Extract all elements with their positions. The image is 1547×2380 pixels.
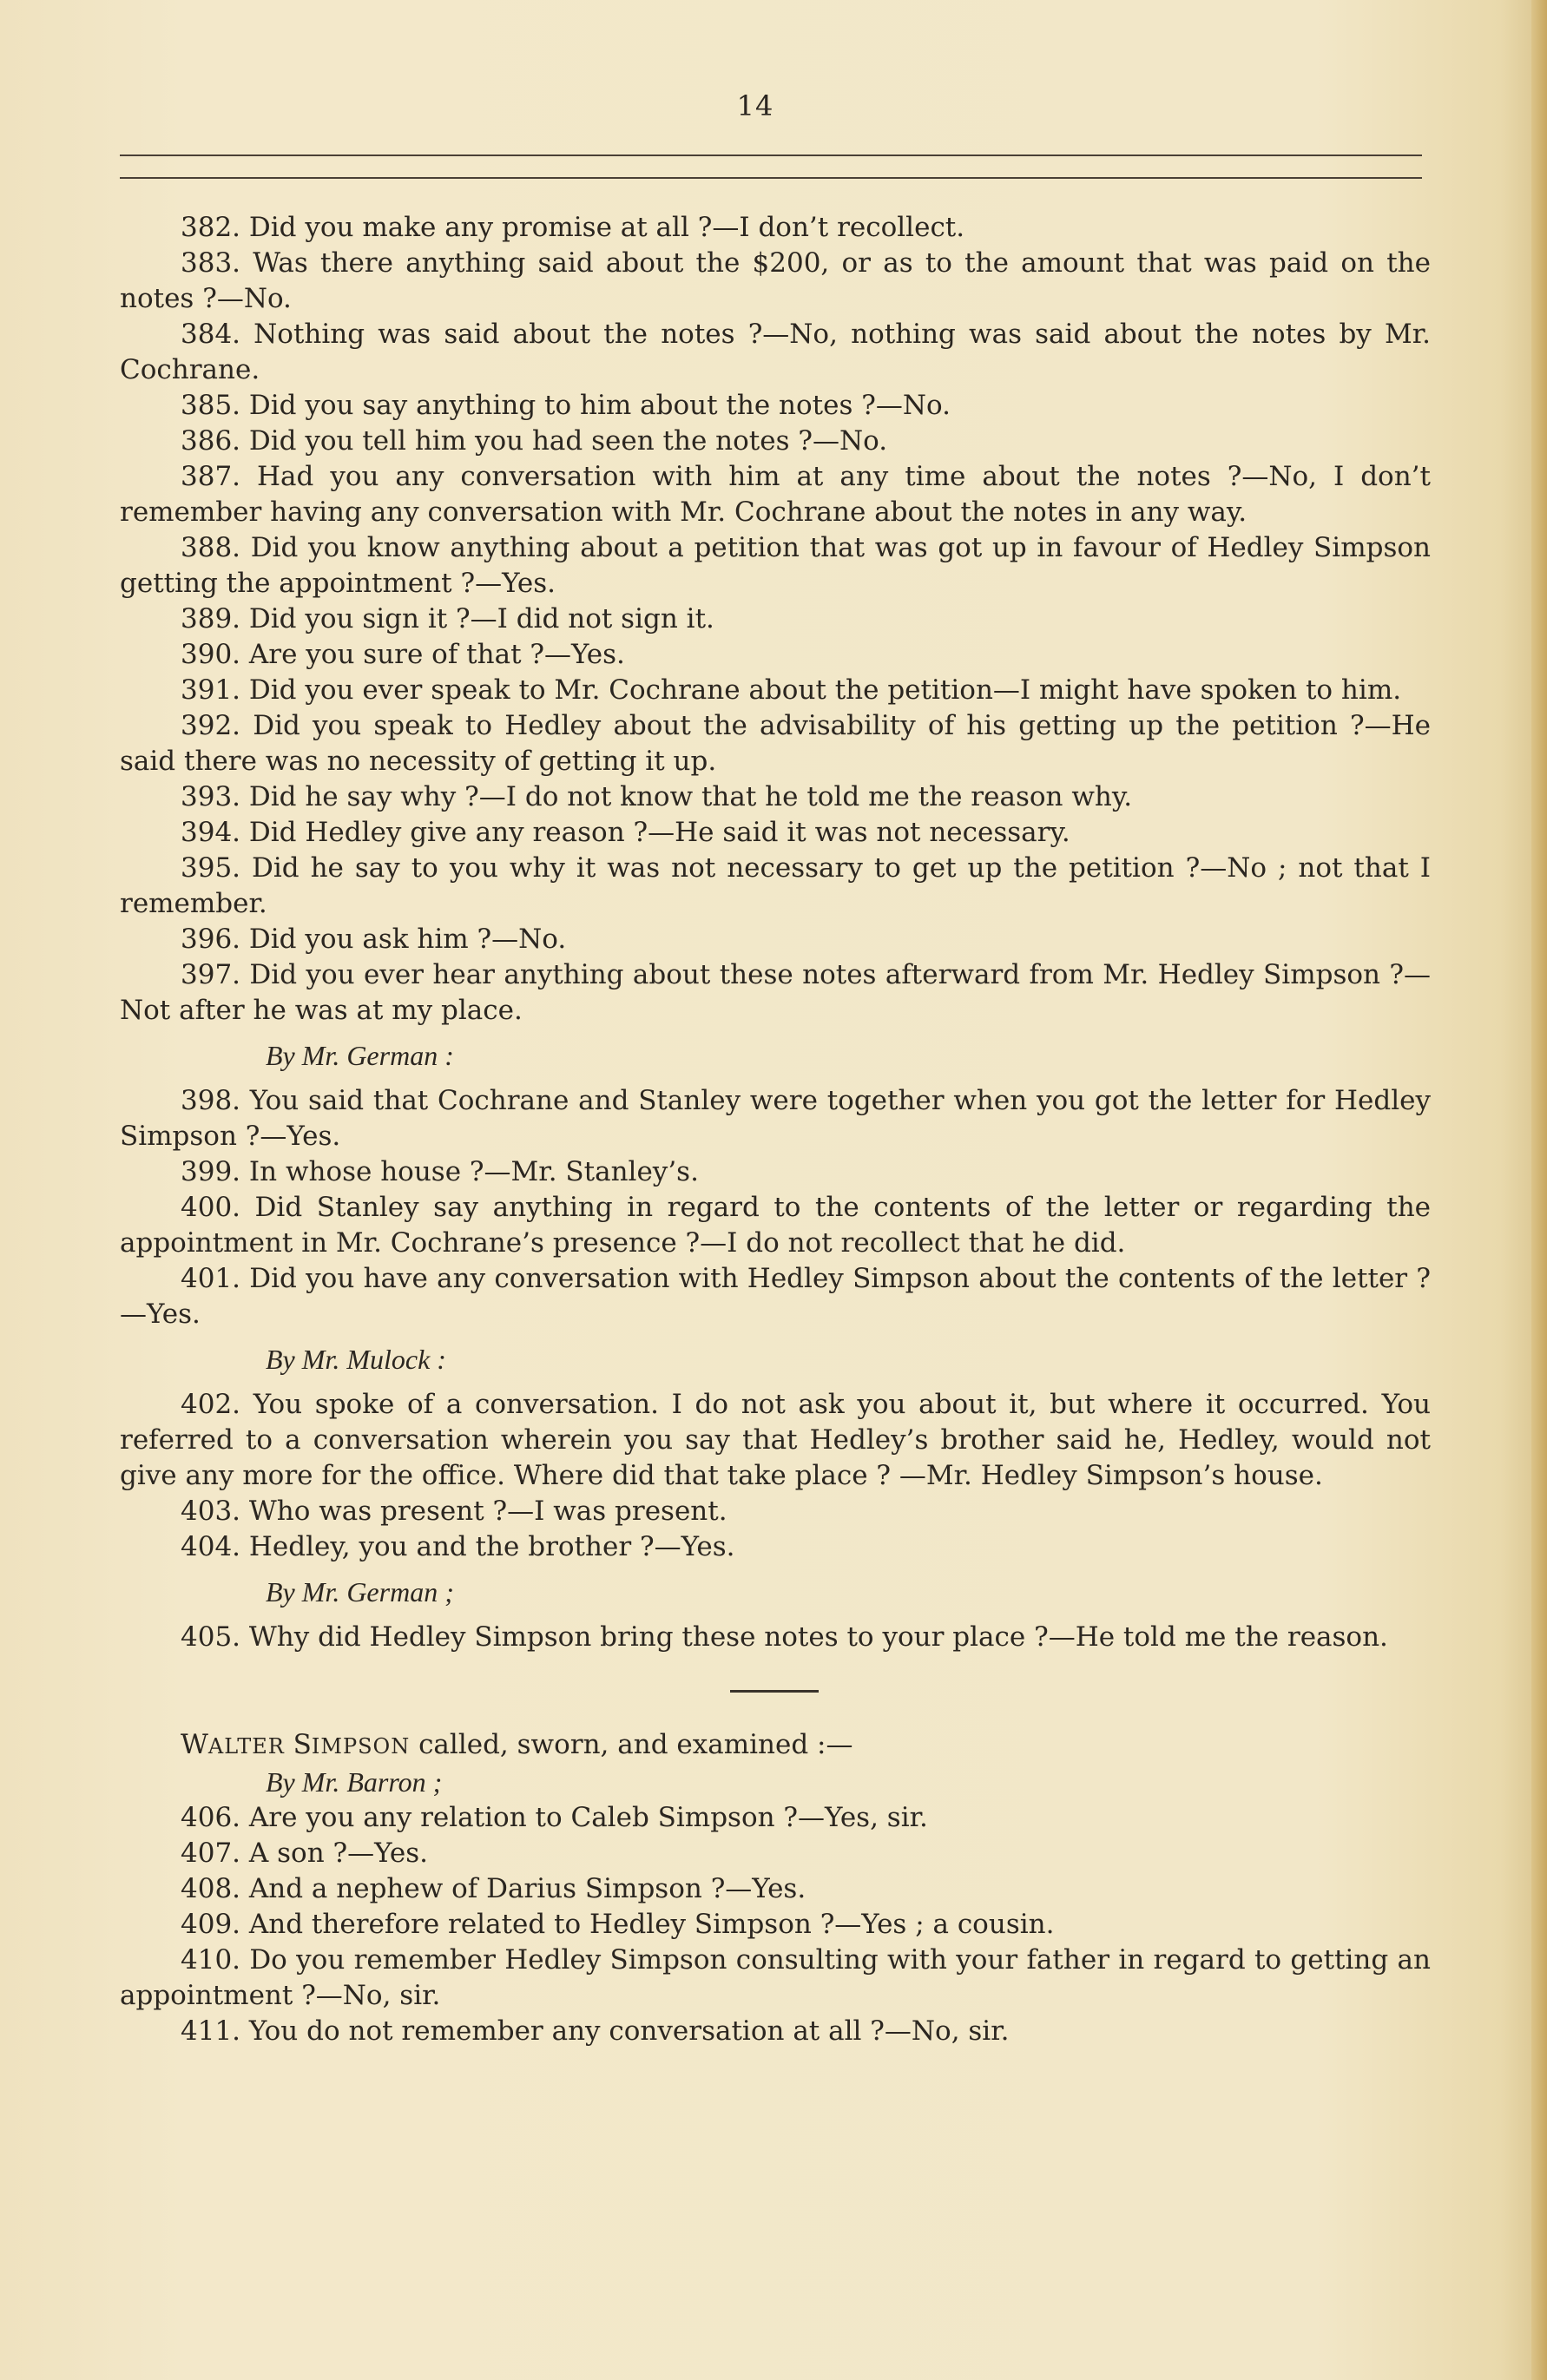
examiner-heading-barron: By Mr. Barron ;	[266, 1766, 443, 1798]
question-388: 388. Did you know anything about a petition that was got up in favour of Hedley Simpson getting the appointment ?—Yes.	[120, 532, 1431, 599]
question-389: 389. Did you sign it ?—I did not sign it.	[181, 603, 714, 634]
question-386: 386. Did you tell him you had seen the notes ?—No.	[181, 425, 888, 457]
witness-called-text: called, sworn, and examined :—	[410, 1729, 853, 1760]
question-382: 382. Did you make any promise at all ?—I don’t recollect.	[181, 212, 965, 243]
testimony-text	[120, 210, 1431, 2049]
witness-name: WALTER SIMPSON	[181, 1729, 411, 1760]
question-404: 404. Hedley, you and the brother ?—Yes.	[181, 1531, 735, 1562]
question-403: 403. Who was present ?—I was present.	[181, 1496, 727, 1527]
question-383: 383. Was there anything said about the $200, or as to the amount that was paid on the notes ?—No.	[120, 247, 1431, 314]
question-390: 390. Are you sure of that ?—Yes.	[181, 639, 625, 670]
question-410: 410. Do you remember Hedley Simpson consulting with your father in regard to getting an appointment ?—No, sir.	[120, 1944, 1431, 2011]
question-398: 398. You said that Cochrane and Stanley were together when you got the letter for Hedley Simpson ?—Yes.	[120, 1085, 1431, 1152]
question-396: 396. Did you ask him ?—No.	[181, 924, 567, 955]
question-411: 411. You do not remember any conversation at all ?—No, sir.	[181, 2015, 1010, 2047]
question-395: 395. Did he say to you why it was not necessary to get up the petition ?—No ; not that I remember.	[120, 852, 1431, 919]
section-separator	[730, 1690, 819, 1693]
examiner-heading-mulock: By Mr. Mulock :	[266, 1344, 446, 1375]
header-rule	[120, 155, 1422, 156]
question-393: 393. Did he say why ?—I do not know that he told me the reason why.	[181, 781, 1133, 812]
question-408: 408. And a nephew of Darius Simpson ?—Yes.	[181, 1873, 806, 1904]
question-391: 391. Did you ever speak to Mr. Cochrane about the petition—I might have spoken to him.	[181, 674, 1402, 706]
witness-intro	[120, 1727, 1431, 1765]
examiner-heading-german-1: By Mr. German :	[266, 1040, 454, 1071]
question-405: 405. Why did Hedley Simpson bring these notes to your place ?—He told me the reason.	[181, 1621, 1388, 1653]
page-edge	[1531, 0, 1547, 2380]
question-406: 406. Are you any relation to Caleb Simpson ?—Yes, sir.	[181, 1802, 928, 1833]
question-399: 399. In whose house ?—Mr. Stanley’s.	[181, 1156, 699, 1187]
question-401: 401. Did you have any conversation with Hedley Simpson about the contents of the letter ?—Yes.	[120, 1263, 1431, 1330]
question-402: 402. You spoke of a conversation. I do not ask you about it, but where it occurred. You referred to a conversation wherein you say that Hedley’s brother said he, Hedley, would not give any more for the office. Where did that take place ? —Mr. Hedley Simpson’s house.	[120, 1389, 1431, 1491]
question-387: 387. Had you any conversation with him at any time about the notes ?—No, I don’t remember having any conversation with Mr. Cochrane about the notes in any way.	[120, 461, 1431, 528]
header-rule-lower	[120, 177, 1422, 179]
question-392: 392. Did you speak to Hedley about the advisability of his getting up the petition ?—He said there was no necessity of getting it up.	[120, 710, 1431, 777]
question-385: 385. Did you say anything to him about the notes ?—No.	[181, 390, 951, 421]
question-400: 400. Did Stanley say anything in regard to the contents of the letter or regarding the appointment in Mr. Cochrane’s presence ?—I do not recollect that he did.	[120, 1192, 1431, 1259]
examiner-heading-german-2: By Mr. German ;	[266, 1576, 454, 1607]
question-394: 394. Did Hedley give any reason ?—He said it was not necessary.	[181, 817, 1070, 848]
question-407: 407. A son ?—Yes.	[181, 1838, 429, 1869]
question-384: 384. Nothing was said about the notes ?—No, nothing was said about the notes by Mr. Cochrane.	[120, 319, 1431, 385]
page-number: 14	[736, 89, 774, 122]
question-397: 397. Did you ever hear anything about these notes afterward from Mr. Hedley Simpson ?—Not after he was at my place.	[120, 959, 1431, 1026]
question-409: 409. And therefore related to Hedley Simpson ?—Yes ; a cousin.	[181, 1909, 1055, 1940]
